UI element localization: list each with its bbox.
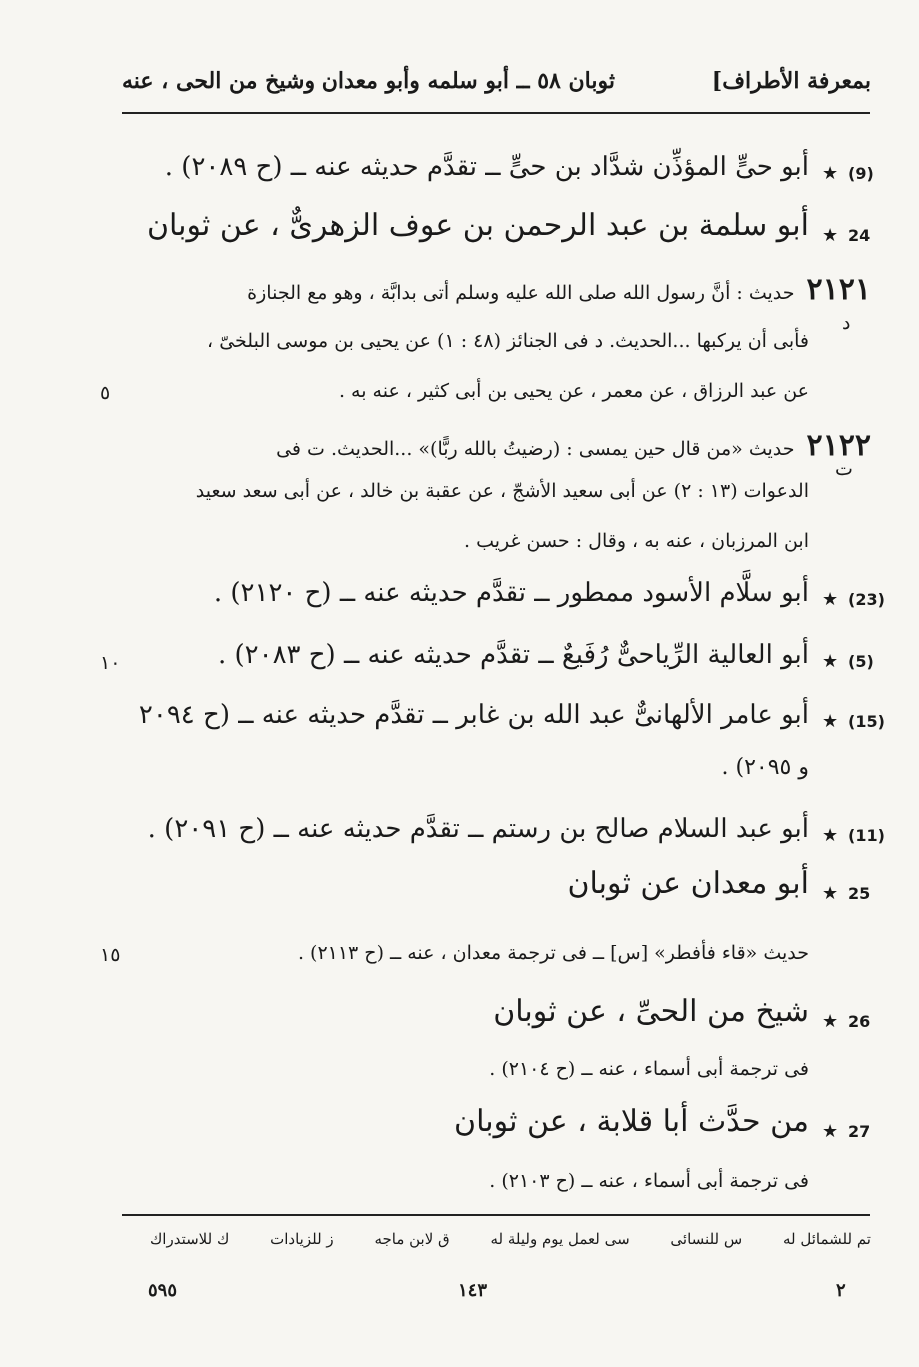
line-number-10: ١٠: [100, 652, 121, 674]
entry-heading: شيخ من الحىِّ ، عن ثوبان: [493, 994, 809, 1029]
entry-text: أبو سلَّام الأسود ممطور ــ تقدَّم حديثه عنه ــ (ح ٢١٢٠) .: [213, 578, 809, 608]
star-icon: ★: [822, 163, 839, 184]
hadith-number: ٢١٢١: [806, 272, 871, 307]
legend-item: س للنسائى: [670, 1230, 743, 1248]
hadith-number: ٢١٢٢: [806, 428, 871, 463]
star-icon: ★: [822, 589, 839, 610]
entry-text: أبو عبد السلام صالح بن رستم ــ تقدَّم حديثه عنه ــ (ح ٢٠٩١) .: [147, 814, 809, 844]
entry-number: (5): [848, 652, 874, 671]
line-number-15: ١٥: [100, 944, 121, 966]
entry-number: 25: [848, 884, 871, 903]
header-title: ثوبان ٥٨ ــ أبو سلمه وأبو معدان: [321, 68, 615, 94]
legend-item: سى لعمل يوم وليلة له: [490, 1230, 630, 1248]
hadith-2122-line2: الدعوات (١٣ : ٢) عن أبى سعيد الأشجّ ، عن عقبة بن خالد ، عن أبى سعد سعيد: [195, 480, 809, 502]
entry-heading: أبو معدان عن ثوبان: [567, 866, 809, 901]
star-icon: ★: [822, 711, 839, 732]
footer-number-right: ٢: [836, 1280, 846, 1301]
entry-number: (15): [848, 712, 885, 731]
hadith-2122-line1: [276, 428, 871, 463]
star-icon: ★: [822, 825, 839, 846]
star-icon: ★: [822, 1121, 839, 1142]
hadith-text: حديث «من قال حين يمسى : (رضيتُ بالله ربًّا)» ...الحديث. ت فى: [276, 438, 795, 460]
footer-rule: [122, 1214, 870, 1216]
entry-number: (11): [848, 826, 885, 845]
line-number-5: ٥: [100, 382, 111, 404]
margin-siglum: ت: [835, 458, 853, 480]
legend-item: تم للشمائل له: [782, 1230, 871, 1248]
abbrev-legend: [150, 1230, 871, 1248]
hadith-2122-line3: ابن المرزبان ، عنه به ، وقال : حسن غريب .: [464, 530, 809, 552]
header-right: بمعرفة الأطراف]: [711, 68, 871, 94]
entry-subline: فى ترجمة أبى أسماء ، عنه ــ (ح ٢١٠٣) .: [489, 1170, 809, 1192]
entry-text: أبو عامر الألهانىٌّ عبد الله بن غابر ــ تقدَّم حديثه عنه ــ (ح ٢٠٩٤: [138, 700, 809, 730]
star-icon: ★: [822, 883, 839, 904]
legend-item: ق لابن ماجه: [374, 1230, 450, 1248]
entry-number: (23): [848, 590, 885, 609]
hadith-2121-line1: [247, 272, 871, 307]
hadith-text: حديث : أنَّ رسول الله صلى الله عليه وسلم أتى بدابَّة ، وهو مع الجنازة: [247, 282, 795, 304]
legend-item: ك للاستدراك: [149, 1230, 230, 1248]
entry-heading: أبو سلمة بن عبد الرحمن بن عوف الزهرىٌّ ، عن ثوبان: [146, 208, 809, 243]
page-number: ١٤٣: [458, 1280, 488, 1301]
entry-subline: فى ترجمة أبى أسماء ، عنه ــ (ح ٢١٠٤) .: [489, 1058, 809, 1080]
margin-siglum: د: [842, 312, 851, 334]
entry-heading: من حدَّث أبا قلابة ، عن ثوبان: [454, 1104, 809, 1139]
star-icon: ★: [822, 1011, 839, 1032]
entry-continuation: و ٢٠٩٥) .: [721, 755, 809, 780]
legend-item: ز للزيادات: [270, 1230, 334, 1248]
header-rule: [122, 112, 870, 114]
entry-text: أبو حىٍّ المؤذِّن شدَّاد بن حىٍّ ــ تقدَّم حديثه عنه ــ (ح ٢٠٨٩) .: [164, 152, 809, 182]
entry-subline: حديث «قاء فأفطر» [س] ــ فى ترجمة معدان ، عنه ــ (ح ٢١١٣) .: [297, 942, 809, 964]
entry-number: 26: [848, 1012, 871, 1031]
star-icon: ★: [822, 651, 839, 672]
entry-number: 24: [848, 226, 871, 245]
header-left: وشيخ من الحى ، عنه: [122, 68, 316, 94]
hadith-2121-line2: فأبى أن يركبها ...الحديث. د فى الجنائز (٤٨ : ١) عن يحيى بن موسى البلخىّ ،: [207, 330, 809, 352]
hadith-2121-line3: عن عبد الرزاق ، عن معمر ، عن يحيى بن أبى كثير ، عنه به .: [338, 380, 809, 402]
entry-number: 27: [848, 1122, 871, 1141]
star-icon: ★: [822, 225, 839, 246]
entry-number: (9): [848, 164, 874, 183]
footer-number-left: ٥٩٥: [148, 1280, 178, 1301]
entry-text: أبو العالية الرِّياحىٌّ رُفَيعٌ ــ تقدَّم حديثه عنه ــ (ح ٢٠٨٣) .: [217, 640, 809, 670]
